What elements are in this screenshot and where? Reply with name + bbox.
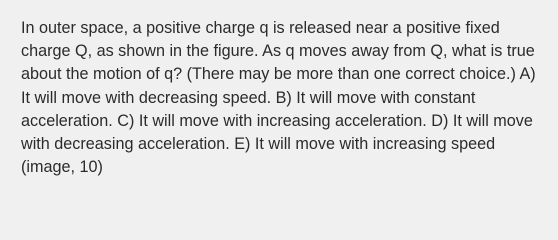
question-text: In outer space, a positive charge q is released near a positive fixed charge Q, as shown in the figure. As q moves away from Q, what is true about the motion of q? (There may be more than one correct choice.) A) It will move with decreasing speed. B) It will move with constant acceleration. C) It will move with increasing acceleration. D) It will move with decreasing acceleration. E) It will move with increasing speed (image, 10) (21, 19, 536, 177)
